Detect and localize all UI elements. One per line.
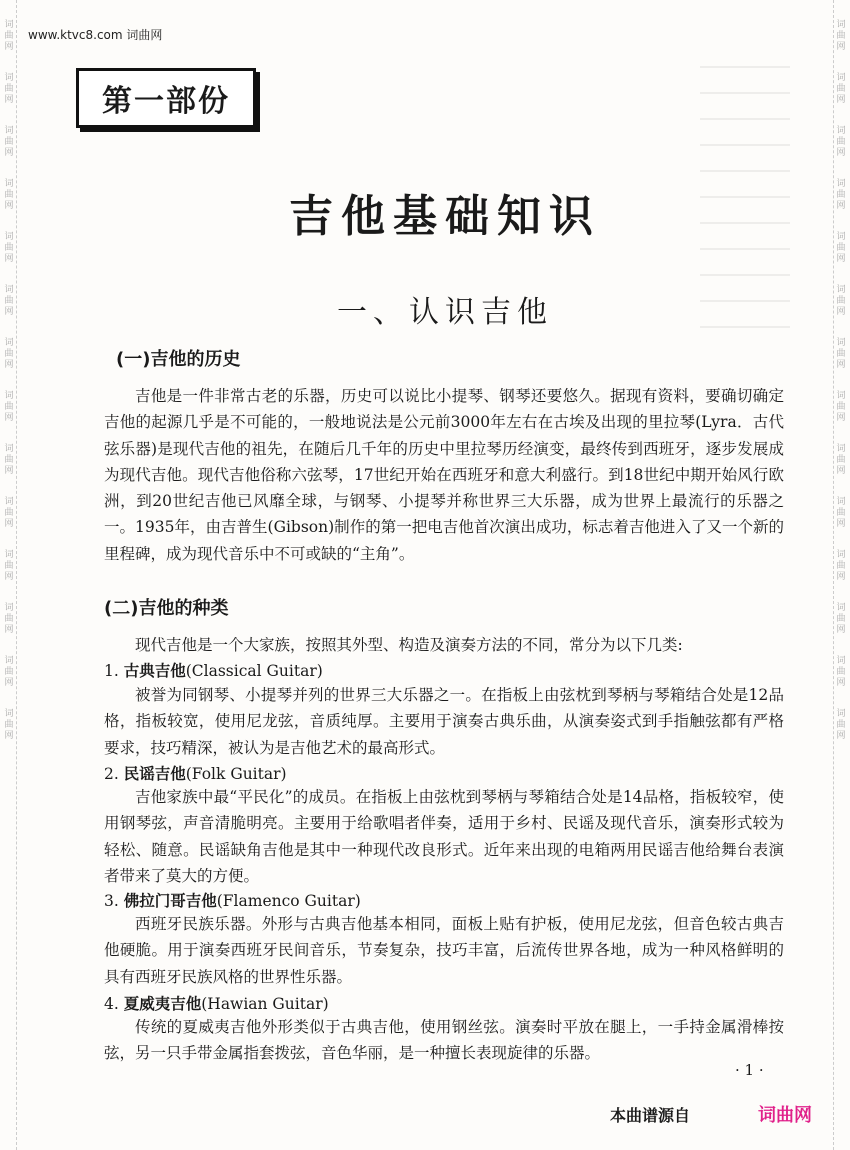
watermark-glyph: 网 [836, 201, 846, 211]
watermark-glyph: 曲 [836, 349, 846, 359]
guitar-type-3-heading [104, 889, 361, 911]
watermark-glyph: 词 [836, 444, 846, 454]
history-paragraph: 吉他是一件非常古老的乐器，历史可以说比小提琴、钢琴还要悠久。据现有资料，要确切确定吉他的起源几乎是不可能的，一般地说法是公元前3000年左右在古埃及出现的里拉琴(Lyra．古代弦乐器)是现代吉他的祖先，在随后几千年的历史中里拉琴历经演变，最终传到西班牙，逐步发展成为现代吉他。现代吉他俗称六弦琴，17世纪开始在西班牙和意大利盛行。到18世纪中期开始风行欧洲，到20世纪吉他已风靡全球，与钢琴、小提琴并称世界三大乐器，成为世界上最流行的乐器之一。1935年，由吉普生(Gibson)制作的第一把电吉他首次演出成功，标志着吉他进入了又一个新的里程碑，成为现代音乐中不可或缺的“主角”。 [104, 387, 784, 563]
watermark-glyph: 词 [836, 550, 846, 560]
watermark-glyph: 曲 [836, 720, 846, 730]
watermark-glyph: 词 [836, 285, 846, 295]
watermark-glyph: 词 [836, 73, 846, 83]
watermark-glyph-group [836, 603, 845, 636]
watermark-glyph-group [836, 656, 845, 689]
watermark-glyph: 网 [836, 307, 846, 317]
watermark-glyph: 词 [4, 285, 14, 295]
watermark-glyph: 网 [836, 148, 846, 158]
watermark-glyph: 网 [4, 572, 14, 582]
watermark-glyph-group [4, 550, 13, 583]
item-english-name: (Classical Guitar) [185, 662, 323, 680]
watermark-glyph: 词 [4, 338, 14, 348]
watermark-glyph: 词 [4, 20, 14, 30]
history-heading: (一)吉他的历史 [116, 349, 241, 370]
watermark-glyph: 曲 [4, 455, 14, 465]
watermark-glyph: 词 [836, 656, 846, 666]
watermark-glyph: 曲 [4, 561, 14, 571]
guitar-type-1-description: 被誉为同钢琴、小提琴并列的世界三大乐器之一。在指板上由弦枕到琴柄与琴箱结合处是12品格，指板较宽，使用尼龙弦，音质纯厚。主要用于演奏古典乐曲，从演奏姿式到手指触弦都有严格要求，技巧精深，被认为是吉他艺术的最高形式。 [104, 686, 784, 757]
watermark-glyph: 网 [4, 201, 14, 211]
watermark-glyph-group [836, 550, 845, 583]
watermark-glyph: 网 [4, 678, 14, 688]
watermark-glyph: 网 [836, 625, 846, 635]
watermark-glyph: 网 [4, 254, 14, 264]
types-intro: 现代吉他是一个大家族，按照其外型、构造及演奏方法的不同，常分为以下几类: [135, 636, 683, 654]
source-label: 本曲谱源自 [610, 1106, 691, 1125]
right-watermark-strip [833, 0, 848, 1150]
watermark-glyph: 曲 [4, 667, 14, 677]
guitar-type-2-description: 吉他家族中最“平民化”的成员。在指板上由弦枕到琴柄与琴箱结合处是14品格，指板较窄，使用钢琴弦，声音清脆明亮。主要用于给歌唱者伴奏，适用于乡村、民谣及现代音乐，演奏形式较为轻松、随意。民谣缺角吉他是其中一种现代改良形式。近年来出现的电箱两用民谣吉他给舞台表演者带来了莫大的方便。 [104, 788, 784, 885]
watermark-glyph: 网 [836, 466, 846, 476]
watermark-glyph: 曲 [4, 84, 14, 94]
watermark-glyph: 词 [4, 497, 14, 507]
watermark-glyph-group [4, 20, 13, 53]
watermark-glyph-group [4, 285, 13, 318]
watermark-glyph-group [4, 126, 13, 159]
watermark-glyph: 网 [4, 148, 14, 158]
watermark-glyph-group [4, 338, 13, 371]
watermark-glyph-group [836, 20, 845, 53]
watermark-glyph-group [4, 497, 13, 530]
watermark-glyph: 曲 [836, 667, 846, 677]
guitar-type-3-description: 西班牙民族乐器。外形与古典吉他基本相同，面板上贴有护板，使用尼龙弦，但音色较古典吉他硬脆。用于演奏西班牙民间音乐，节奏复杂，技巧丰富，后流传世界各地，成为一种风格鲜明的具有西班牙民族风格的世界性乐器。 [104, 915, 784, 986]
watermark-glyph-group [836, 126, 845, 159]
watermark-glyph: 网 [4, 95, 14, 105]
guitar-type-4-description: 传统的夏威夷吉他外形类似于古典吉他，使用钢丝弦。演奏时平放在腿上，一手持金属滑棒按弦，另一只手带金属指套拨弦，音色华丽，是一种擅长表现旋律的乐器。 [104, 1018, 784, 1063]
watermark-glyph-group [4, 603, 13, 636]
guitar-type-4-heading [104, 992, 329, 1014]
item-english-name: (Flamenco Guitar) [216, 892, 361, 910]
watermark-glyph: 曲 [4, 349, 14, 359]
watermark-glyph: 曲 [836, 455, 846, 465]
item-name: 夏威夷吉他 [123, 995, 202, 1013]
watermark-glyph: 网 [4, 42, 14, 52]
page-title: 吉他基础知识 [289, 191, 601, 242]
watermark-glyph: 词 [4, 126, 14, 136]
watermark-glyph-group [836, 391, 845, 424]
watermark-glyph: 曲 [836, 243, 846, 253]
watermark-glyph: 曲 [836, 137, 846, 147]
watermark-glyph-group [836, 338, 845, 371]
watermark-glyph: 曲 [836, 84, 846, 94]
watermark-glyph: 网 [4, 360, 14, 370]
item-name: 古典吉他 [123, 662, 186, 680]
item-name: 佛拉门哥吉他 [123, 892, 217, 910]
watermark-glyph: 曲 [836, 190, 846, 200]
watermark-glyph: 词 [836, 497, 846, 507]
watermark-glyph-group [4, 232, 13, 265]
item-english-name: (Folk Guitar) [185, 765, 287, 783]
watermark-glyph: 词 [4, 391, 14, 401]
watermark-glyph: 词 [836, 126, 846, 136]
watermark-glyph: 曲 [4, 720, 14, 730]
watermark-glyph-group [4, 444, 13, 477]
watermark-glyph: 网 [836, 678, 846, 688]
watermark-glyph: 词 [4, 603, 14, 613]
watermark-glyph-group [836, 709, 845, 742]
watermark-glyph: 网 [836, 42, 846, 52]
watermark-glyph: 词 [4, 73, 14, 83]
watermark-glyph: 曲 [836, 614, 846, 624]
watermark-glyph: 词 [836, 709, 846, 719]
watermark-glyph: 词 [836, 603, 846, 613]
watermark-glyph: 网 [4, 731, 14, 741]
watermark-glyph: 网 [836, 413, 846, 423]
watermark-glyph: 网 [4, 466, 14, 476]
watermark-glyph: 词 [836, 338, 846, 348]
left-watermark-strip [2, 0, 17, 1150]
watermark-glyph: 网 [836, 254, 846, 264]
watermark-glyph: 曲 [4, 402, 14, 412]
watermark-glyph: 网 [836, 572, 846, 582]
watermark-glyph: 网 [836, 731, 846, 741]
watermark-glyph-group [4, 709, 13, 742]
watermark-glyph: 曲 [836, 508, 846, 518]
watermark-glyph: 曲 [4, 508, 14, 518]
watermark-glyph: 网 [4, 519, 14, 529]
watermark-glyph: 曲 [4, 31, 14, 41]
watermark-glyph-group [4, 656, 13, 689]
types-heading: (二)吉他的种类 [104, 598, 229, 619]
watermark-glyph: 词 [4, 444, 14, 454]
watermark-glyph: 曲 [836, 31, 846, 41]
watermark-glyph: 曲 [4, 614, 14, 624]
brand-logo-text: 词曲网 [758, 1105, 812, 1126]
watermark-glyph: 网 [4, 307, 14, 317]
item-name: 民谣吉他 [123, 765, 186, 783]
guitar-type-1-heading [104, 659, 323, 681]
item-number: 3. [104, 892, 119, 910]
watermark-glyph: 曲 [836, 561, 846, 571]
page-number: · 1 · [735, 1061, 764, 1079]
watermark-glyph: 词 [4, 709, 14, 719]
watermark-glyph: 网 [4, 413, 14, 423]
site-watermark: www.ktvc8.com 词曲网 [28, 28, 163, 42]
watermark-glyph-group [836, 497, 845, 530]
item-number: 2. [104, 765, 119, 783]
watermark-glyph: 网 [4, 625, 14, 635]
watermark-glyph-group [836, 73, 845, 106]
watermark-glyph: 曲 [4, 190, 14, 200]
watermark-glyph-group [4, 179, 13, 212]
section-title: 一、认识吉他 [337, 295, 553, 330]
watermark-glyph: 词 [836, 20, 846, 30]
item-number: 4. [104, 995, 119, 1013]
watermark-glyph: 词 [4, 179, 14, 189]
watermark-glyph: 曲 [4, 137, 14, 147]
watermark-glyph: 词 [4, 232, 14, 242]
watermark-glyph: 曲 [4, 296, 14, 306]
watermark-glyph-group [4, 73, 13, 106]
watermark-glyph: 词 [836, 391, 846, 401]
watermark-glyph: 词 [4, 656, 14, 666]
watermark-glyph: 曲 [836, 402, 846, 412]
watermark-glyph: 网 [836, 360, 846, 370]
watermark-glyph-group [836, 444, 845, 477]
watermark-glyph: 曲 [4, 243, 14, 253]
part-label: 第一部份 [76, 68, 256, 128]
watermark-glyph: 曲 [836, 296, 846, 306]
item-number: 1. [104, 662, 119, 680]
watermark-glyph: 词 [4, 550, 14, 560]
watermark-glyph: 词 [836, 232, 846, 242]
watermark-glyph-group [4, 391, 13, 424]
watermark-glyph: 网 [836, 95, 846, 105]
watermark-glyph: 网 [836, 519, 846, 529]
item-english-name: (Hawian Guitar) [201, 995, 329, 1013]
guitar-type-2-heading [104, 762, 287, 784]
watermark-glyph: 词 [836, 179, 846, 189]
